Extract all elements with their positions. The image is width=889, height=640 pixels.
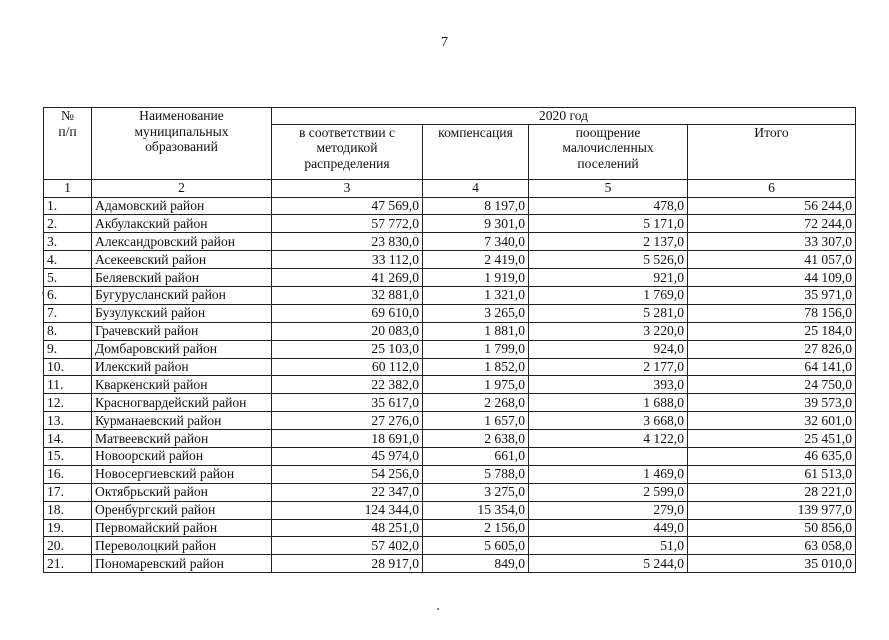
- total-value: 39 573,0: [688, 394, 856, 412]
- table-body: [44, 197, 856, 573]
- total-value: 78 156,0: [688, 304, 856, 322]
- encouragement-value: [529, 447, 688, 465]
- encouragement-value: 279,0: [529, 501, 688, 519]
- total-value: 50 856,0: [688, 519, 856, 537]
- row-number: 5.: [44, 269, 92, 287]
- compensation-value: 661,0: [423, 447, 529, 465]
- column-number: 5: [529, 179, 688, 197]
- table-row: [44, 251, 856, 269]
- total-value: 63 058,0: [688, 537, 856, 555]
- methodology-value: 28 917,0: [272, 555, 423, 573]
- encouragement-value: 1 469,0: [529, 465, 688, 483]
- table-row: [44, 269, 856, 287]
- table-row: [44, 501, 856, 519]
- encouragement-value: 5 526,0: [529, 251, 688, 269]
- row-number: 9.: [44, 340, 92, 358]
- compensation-value: 1 799,0: [423, 340, 529, 358]
- total-value: 64 141,0: [688, 358, 856, 376]
- compensation-value: 2 638,0: [423, 430, 529, 448]
- methodology-value: 69 610,0: [272, 304, 423, 322]
- municipality-name: Новосергиевский район: [92, 465, 272, 483]
- total-value: 27 826,0: [688, 340, 856, 358]
- compensation-value: 8 197,0: [423, 197, 529, 215]
- table-row: [44, 286, 856, 304]
- table-row: [44, 519, 856, 537]
- total-value: 72 244,0: [688, 215, 856, 233]
- methodology-value: 22 382,0: [272, 376, 423, 394]
- total-value: 61 513,0: [688, 465, 856, 483]
- header-methodology: в соответствии с методикой распределения: [272, 124, 423, 179]
- row-number: 8.: [44, 322, 92, 340]
- encouragement-value: 393,0: [529, 376, 688, 394]
- row-number: 16.: [44, 465, 92, 483]
- encouragement-value: 2 137,0: [529, 233, 688, 251]
- total-value: 28 221,0: [688, 483, 856, 501]
- header-total: Итого: [688, 124, 856, 179]
- municipality-name: Грачевский район: [92, 322, 272, 340]
- table-row: [44, 376, 856, 394]
- column-number: 3: [272, 179, 423, 197]
- municipality-name: Беляевский район: [92, 269, 272, 287]
- municipality-name: Кваркенский район: [92, 376, 272, 394]
- encouragement-value: 5 281,0: [529, 304, 688, 322]
- encouragement-value: 5 244,0: [529, 555, 688, 573]
- municipality-name: Бугурусланский район: [92, 286, 272, 304]
- encouragement-value: 2 177,0: [529, 358, 688, 376]
- table-row: [44, 322, 856, 340]
- methodology-value: 57 402,0: [272, 537, 423, 555]
- encouragement-value: 1 688,0: [529, 394, 688, 412]
- methodology-value: 18 691,0: [272, 430, 423, 448]
- compensation-value: 9 301,0: [423, 215, 529, 233]
- methodology-value: 32 881,0: [272, 286, 423, 304]
- total-value: 25 184,0: [688, 322, 856, 340]
- compensation-value: 7 340,0: [423, 233, 529, 251]
- encouragement-value: 2 599,0: [529, 483, 688, 501]
- column-number: 2: [92, 179, 272, 197]
- column-number: 1: [44, 179, 92, 197]
- encouragement-value: 5 171,0: [529, 215, 688, 233]
- municipality-name: Домбаровский район: [92, 340, 272, 358]
- total-value: 35 010,0: [688, 555, 856, 573]
- row-number: 14.: [44, 430, 92, 448]
- header-compensation: компенсация: [423, 124, 529, 179]
- compensation-value: 1 657,0: [423, 412, 529, 430]
- table-row: [44, 465, 856, 483]
- row-number: 1.: [44, 197, 92, 215]
- total-value: 44 109,0: [688, 269, 856, 287]
- municipality-name: Первомайский район: [92, 519, 272, 537]
- methodology-value: 25 103,0: [272, 340, 423, 358]
- methodology-value: 33 112,0: [272, 251, 423, 269]
- municipality-name: Курманаевский район: [92, 412, 272, 430]
- row-number: 12.: [44, 394, 92, 412]
- table-row: [44, 412, 856, 430]
- table-row: [44, 340, 856, 358]
- methodology-value: 22 347,0: [272, 483, 423, 501]
- total-value: 139 977,0: [688, 501, 856, 519]
- row-number: 3.: [44, 233, 92, 251]
- methodology-value: 54 256,0: [272, 465, 423, 483]
- total-value: 25 451,0: [688, 430, 856, 448]
- compensation-value: 3 275,0: [423, 483, 529, 501]
- table-row: [44, 483, 856, 501]
- total-value: 24 750,0: [688, 376, 856, 394]
- compensation-value: 1 321,0: [423, 286, 529, 304]
- methodology-value: 27 276,0: [272, 412, 423, 430]
- total-value: 56 244,0: [688, 197, 856, 215]
- municipality-name: Пономаревский район: [92, 555, 272, 573]
- table-row: [44, 215, 856, 233]
- compensation-value: 15 354,0: [423, 501, 529, 519]
- table-row: [44, 394, 856, 412]
- encouragement-value: 924,0: [529, 340, 688, 358]
- total-value: 33 307,0: [688, 233, 856, 251]
- encouragement-value: 449,0: [529, 519, 688, 537]
- methodology-value: 35 617,0: [272, 394, 423, 412]
- municipality-name: Адамовский район: [92, 197, 272, 215]
- row-number: 15.: [44, 447, 92, 465]
- encouragement-value: 1 769,0: [529, 286, 688, 304]
- table-row: [44, 197, 856, 215]
- municipality-name: Илекский район: [92, 358, 272, 376]
- methodology-value: 48 251,0: [272, 519, 423, 537]
- header-year-group: 2020 год: [272, 108, 856, 125]
- header-encouragement: поощрение малочисленных поселений: [529, 124, 688, 179]
- compensation-value: 5 605,0: [423, 537, 529, 555]
- row-number: 4.: [44, 251, 92, 269]
- row-number: 11.: [44, 376, 92, 394]
- compensation-value: 1 975,0: [423, 376, 529, 394]
- compensation-value: 2 268,0: [423, 394, 529, 412]
- row-number: 19.: [44, 519, 92, 537]
- row-number: 7.: [44, 304, 92, 322]
- methodology-value: 23 830,0: [272, 233, 423, 251]
- compensation-value: 3 265,0: [423, 304, 529, 322]
- encouragement-value: 4 122,0: [529, 430, 688, 448]
- municipality-name: Асекеевский район: [92, 251, 272, 269]
- column-number: 6: [688, 179, 856, 197]
- scan-speck: [437, 608, 439, 610]
- row-number: 10.: [44, 358, 92, 376]
- methodology-value: 57 772,0: [272, 215, 423, 233]
- table-row: [44, 358, 856, 376]
- compensation-value: 2 419,0: [423, 251, 529, 269]
- scan-speck: [42, 292, 44, 294]
- header-number: № п/п: [44, 108, 92, 180]
- municipality-name: Оренбургский район: [92, 501, 272, 519]
- compensation-value: 1 919,0: [423, 269, 529, 287]
- methodology-value: 47 569,0: [272, 197, 423, 215]
- compensation-value: 849,0: [423, 555, 529, 573]
- encouragement-value: 921,0: [529, 269, 688, 287]
- row-number: 6.: [44, 286, 92, 304]
- table-row: [44, 233, 856, 251]
- compensation-value: 2 156,0: [423, 519, 529, 537]
- table-row: [44, 447, 856, 465]
- municipality-name: Бузулукский район: [92, 304, 272, 322]
- table-row: [44, 430, 856, 448]
- total-value: 35 971,0: [688, 286, 856, 304]
- encouragement-value: 51,0: [529, 537, 688, 555]
- municipality-name: Акбулакский район: [92, 215, 272, 233]
- methodology-value: 60 112,0: [272, 358, 423, 376]
- municipality-name: Матвеевский район: [92, 430, 272, 448]
- table-row: [44, 304, 856, 322]
- municipality-name: Октябрьский район: [92, 483, 272, 501]
- methodology-value: 41 269,0: [272, 269, 423, 287]
- encouragement-value: 478,0: [529, 197, 688, 215]
- compensation-value: 1 881,0: [423, 322, 529, 340]
- column-number-row: [44, 179, 856, 197]
- methodology-value: 45 974,0: [272, 447, 423, 465]
- table-row: [44, 537, 856, 555]
- compensation-value: 1 852,0: [423, 358, 529, 376]
- compensation-value: 5 788,0: [423, 465, 529, 483]
- methodology-value: 20 083,0: [272, 322, 423, 340]
- header-municipality: Наименование муниципальных образований: [92, 108, 272, 180]
- municipality-name: Александровский район: [92, 233, 272, 251]
- total-value: 32 601,0: [688, 412, 856, 430]
- encouragement-value: 3 220,0: [529, 322, 688, 340]
- row-number: 18.: [44, 501, 92, 519]
- row-number: 21.: [44, 555, 92, 573]
- row-number: 17.: [44, 483, 92, 501]
- table-row: [44, 555, 856, 573]
- page-number: 7: [441, 35, 448, 50]
- row-number: 20.: [44, 537, 92, 555]
- row-number: 13.: [44, 412, 92, 430]
- allocation-table: [43, 107, 856, 573]
- municipality-name: Переволоцкий район: [92, 537, 272, 555]
- methodology-value: 124 344,0: [272, 501, 423, 519]
- municipality-name: Новоорский район: [92, 447, 272, 465]
- municipality-name: Красногвардейский район: [92, 394, 272, 412]
- total-value: 41 057,0: [688, 251, 856, 269]
- row-number: 2.: [44, 215, 92, 233]
- encouragement-value: 3 668,0: [529, 412, 688, 430]
- column-number: 4: [423, 179, 529, 197]
- total-value: 46 635,0: [688, 447, 856, 465]
